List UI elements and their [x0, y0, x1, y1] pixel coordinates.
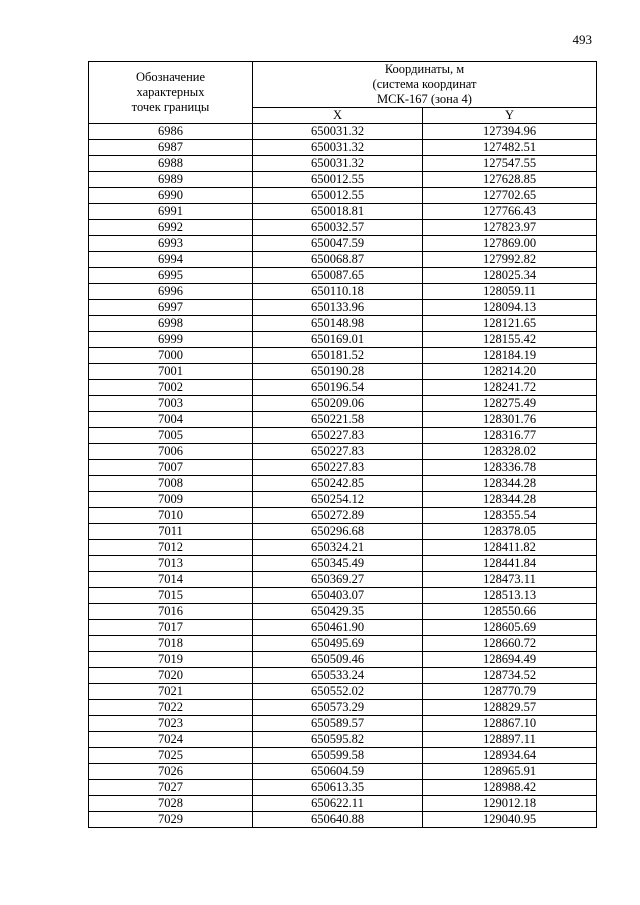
table-row	[89, 620, 597, 636]
table-row	[89, 300, 597, 316]
point-id-cell: 7002	[89, 380, 253, 396]
y-coordinate-cell: 128094.13	[423, 300, 597, 316]
x-coordinate-cell: 650613.35	[253, 780, 423, 796]
table-row	[89, 316, 597, 332]
table-row	[89, 668, 597, 684]
x-coordinate-cell: 650622.11	[253, 796, 423, 812]
table-row	[89, 460, 597, 476]
table-row	[89, 236, 597, 252]
page-number: 493	[572, 32, 592, 47]
point-id-cell: 7008	[89, 476, 253, 492]
y-coordinate-cell: 127547.55	[423, 156, 597, 172]
table-row	[89, 220, 597, 236]
y-coordinate-cell: 128316.77	[423, 428, 597, 444]
header-coordinates-line: Координаты, м	[384, 62, 465, 76]
table-row	[89, 476, 597, 492]
header-points-line: характерных	[136, 85, 205, 99]
y-coordinate-cell: 128275.49	[423, 396, 597, 412]
x-coordinate-cell: 650227.83	[253, 444, 423, 460]
x-coordinate-cell: 650595.82	[253, 732, 423, 748]
coordinates-table	[88, 61, 597, 828]
point-id-cell: 6999	[89, 332, 253, 348]
point-id-cell: 6986	[89, 124, 253, 140]
x-coordinate-cell: 650589.57	[253, 716, 423, 732]
table-row	[89, 524, 597, 540]
x-coordinate-cell: 650068.87	[253, 252, 423, 268]
x-coordinate-cell: 650181.52	[253, 348, 423, 364]
header-y: Y	[423, 108, 597, 124]
table-row	[89, 428, 597, 444]
table-row	[89, 252, 597, 268]
x-coordinate-cell: 650047.59	[253, 236, 423, 252]
y-coordinate-cell: 128411.82	[423, 540, 597, 556]
x-coordinate-cell: 650133.96	[253, 300, 423, 316]
x-coordinate-cell: 650272.89	[253, 508, 423, 524]
point-id-cell: 6989	[89, 172, 253, 188]
table-row	[89, 364, 597, 380]
y-coordinate-cell: 128829.57	[423, 700, 597, 716]
point-id-cell: 7006	[89, 444, 253, 460]
table-row	[89, 812, 597, 828]
y-coordinate-cell: 128770.79	[423, 684, 597, 700]
point-id-cell: 7029	[89, 812, 253, 828]
x-coordinate-cell: 650242.85	[253, 476, 423, 492]
x-coordinate-cell: 650254.12	[253, 492, 423, 508]
x-coordinate-cell: 650012.55	[253, 188, 423, 204]
table-row	[89, 268, 597, 284]
point-id-cell: 6995	[89, 268, 253, 284]
point-id-cell: 7015	[89, 588, 253, 604]
point-id-cell: 7026	[89, 764, 253, 780]
point-id-cell: 7009	[89, 492, 253, 508]
table-row	[89, 124, 597, 140]
table-row	[89, 508, 597, 524]
header-points-line: Обозначение	[135, 70, 206, 84]
table-row	[89, 412, 597, 428]
table-row	[89, 652, 597, 668]
point-id-cell: 7004	[89, 412, 253, 428]
y-coordinate-cell: 128328.02	[423, 444, 597, 460]
y-coordinate-cell: 128660.72	[423, 636, 597, 652]
x-coordinate-cell: 650012.55	[253, 172, 423, 188]
x-coordinate-cell: 650495.69	[253, 636, 423, 652]
table-row	[89, 572, 597, 588]
point-id-cell: 7000	[89, 348, 253, 364]
table-row	[89, 140, 597, 156]
y-coordinate-cell: 128301.76	[423, 412, 597, 428]
y-coordinate-cell: 129012.18	[423, 796, 597, 812]
table-row	[89, 172, 597, 188]
table-row	[89, 204, 597, 220]
table-row	[89, 188, 597, 204]
y-coordinate-cell: 128355.54	[423, 508, 597, 524]
x-coordinate-cell: 650599.58	[253, 748, 423, 764]
y-coordinate-cell: 128441.84	[423, 556, 597, 572]
x-coordinate-cell: 650031.32	[253, 156, 423, 172]
table-row	[89, 396, 597, 412]
x-coordinate-cell: 650190.28	[253, 364, 423, 380]
y-coordinate-cell: 128241.72	[423, 380, 597, 396]
point-id-cell: 7001	[89, 364, 253, 380]
table-row	[89, 492, 597, 508]
point-id-cell: 7013	[89, 556, 253, 572]
y-coordinate-cell: 128550.66	[423, 604, 597, 620]
y-coordinate-cell: 127702.65	[423, 188, 597, 204]
point-id-cell: 7020	[89, 668, 253, 684]
table-row	[89, 748, 597, 764]
table-row	[89, 764, 597, 780]
table-row	[89, 444, 597, 460]
x-coordinate-cell: 650461.90	[253, 620, 423, 636]
table-row	[89, 732, 597, 748]
y-coordinate-cell: 128473.11	[423, 572, 597, 588]
y-coordinate-cell: 127823.97	[423, 220, 597, 236]
y-coordinate-cell: 127992.82	[423, 252, 597, 268]
table-row	[89, 588, 597, 604]
table-row	[89, 156, 597, 172]
point-id-cell: 7024	[89, 732, 253, 748]
table-row	[89, 780, 597, 796]
y-coordinate-cell: 128934.64	[423, 748, 597, 764]
table-row	[89, 556, 597, 572]
y-coordinate-cell: 128378.05	[423, 524, 597, 540]
y-coordinate-cell: 129040.95	[423, 812, 597, 828]
x-coordinate-cell: 650533.24	[253, 668, 423, 684]
y-coordinate-cell: 128344.28	[423, 492, 597, 508]
x-coordinate-cell: 650227.83	[253, 428, 423, 444]
header-points	[89, 62, 253, 124]
x-coordinate-cell: 650429.35	[253, 604, 423, 620]
table-row	[89, 796, 597, 812]
x-coordinate-cell: 650110.18	[253, 284, 423, 300]
table-row	[89, 604, 597, 620]
y-coordinate-cell: 128988.42	[423, 780, 597, 796]
x-coordinate-cell: 650345.49	[253, 556, 423, 572]
point-id-cell: 6992	[89, 220, 253, 236]
point-id-cell: 7017	[89, 620, 253, 636]
point-id-cell: 6996	[89, 284, 253, 300]
table-body	[89, 124, 597, 828]
point-id-cell: 7012	[89, 540, 253, 556]
point-id-cell: 6994	[89, 252, 253, 268]
x-coordinate-cell: 650640.88	[253, 812, 423, 828]
point-id-cell: 7027	[89, 780, 253, 796]
y-coordinate-cell: 128344.28	[423, 476, 597, 492]
x-coordinate-cell: 650196.54	[253, 380, 423, 396]
header-x: X	[253, 108, 423, 124]
y-coordinate-cell: 128734.52	[423, 668, 597, 684]
y-coordinate-cell: 128336.78	[423, 460, 597, 476]
x-coordinate-cell: 650032.57	[253, 220, 423, 236]
point-id-cell: 7014	[89, 572, 253, 588]
point-id-cell: 7011	[89, 524, 253, 540]
table-row	[89, 716, 597, 732]
x-coordinate-cell: 650324.21	[253, 540, 423, 556]
x-coordinate-cell: 650552.02	[253, 684, 423, 700]
y-coordinate-cell: 128155.42	[423, 332, 597, 348]
point-id-cell: 6997	[89, 300, 253, 316]
table-row	[89, 540, 597, 556]
x-coordinate-cell: 650087.65	[253, 268, 423, 284]
y-coordinate-cell: 127628.85	[423, 172, 597, 188]
y-coordinate-cell: 127766.43	[423, 204, 597, 220]
x-coordinate-cell: 650209.06	[253, 396, 423, 412]
x-coordinate-cell: 650221.58	[253, 412, 423, 428]
y-coordinate-cell: 128867.10	[423, 716, 597, 732]
y-coordinate-cell: 128121.65	[423, 316, 597, 332]
point-id-cell: 6988	[89, 156, 253, 172]
point-id-cell: 7023	[89, 716, 253, 732]
point-id-cell: 7018	[89, 636, 253, 652]
point-id-cell: 6991	[89, 204, 253, 220]
x-coordinate-cell: 650296.68	[253, 524, 423, 540]
x-coordinate-cell: 650573.29	[253, 700, 423, 716]
point-id-cell: 7028	[89, 796, 253, 812]
point-id-cell: 7022	[89, 700, 253, 716]
x-coordinate-cell: 650369.27	[253, 572, 423, 588]
table-row	[89, 332, 597, 348]
header-coordinates-line: МСК-167 (зона 4)	[377, 92, 472, 106]
y-coordinate-cell: 128184.19	[423, 348, 597, 364]
x-coordinate-cell: 650169.01	[253, 332, 423, 348]
point-id-cell: 6990	[89, 188, 253, 204]
y-coordinate-cell: 128694.49	[423, 652, 597, 668]
y-coordinate-cell: 127869.00	[423, 236, 597, 252]
point-id-cell: 6987	[89, 140, 253, 156]
point-id-cell: 7021	[89, 684, 253, 700]
x-coordinate-cell: 650031.32	[253, 124, 423, 140]
table-row	[89, 380, 597, 396]
header-coordinates	[253, 62, 597, 108]
x-coordinate-cell: 650509.46	[253, 652, 423, 668]
table-row	[89, 348, 597, 364]
point-id-cell: 6993	[89, 236, 253, 252]
y-coordinate-cell: 128513.13	[423, 588, 597, 604]
table-row	[89, 284, 597, 300]
y-coordinate-cell: 128025.34	[423, 268, 597, 284]
y-coordinate-cell: 128214.20	[423, 364, 597, 380]
x-coordinate-cell: 650403.07	[253, 588, 423, 604]
table-row	[89, 684, 597, 700]
y-coordinate-cell: 128059.11	[423, 284, 597, 300]
x-coordinate-cell: 650227.83	[253, 460, 423, 476]
point-id-cell: 7016	[89, 604, 253, 620]
x-coordinate-cell: 650148.98	[253, 316, 423, 332]
point-id-cell: 7025	[89, 748, 253, 764]
y-coordinate-cell: 128605.69	[423, 620, 597, 636]
y-coordinate-cell: 128965.91	[423, 764, 597, 780]
header-points-line: точек границы	[131, 100, 210, 114]
x-coordinate-cell: 650031.32	[253, 140, 423, 156]
x-coordinate-cell: 650604.59	[253, 764, 423, 780]
point-id-cell: 7007	[89, 460, 253, 476]
header-coordinates-line: (система координат	[372, 77, 477, 91]
table-row	[89, 700, 597, 716]
point-id-cell: 7005	[89, 428, 253, 444]
y-coordinate-cell: 128897.11	[423, 732, 597, 748]
point-id-cell: 7010	[89, 508, 253, 524]
table-row	[89, 636, 597, 652]
y-coordinate-cell: 127482.51	[423, 140, 597, 156]
point-id-cell: 7003	[89, 396, 253, 412]
y-coordinate-cell: 127394.96	[423, 124, 597, 140]
point-id-cell: 6998	[89, 316, 253, 332]
x-coordinate-cell: 650018.81	[253, 204, 423, 220]
point-id-cell: 7019	[89, 652, 253, 668]
